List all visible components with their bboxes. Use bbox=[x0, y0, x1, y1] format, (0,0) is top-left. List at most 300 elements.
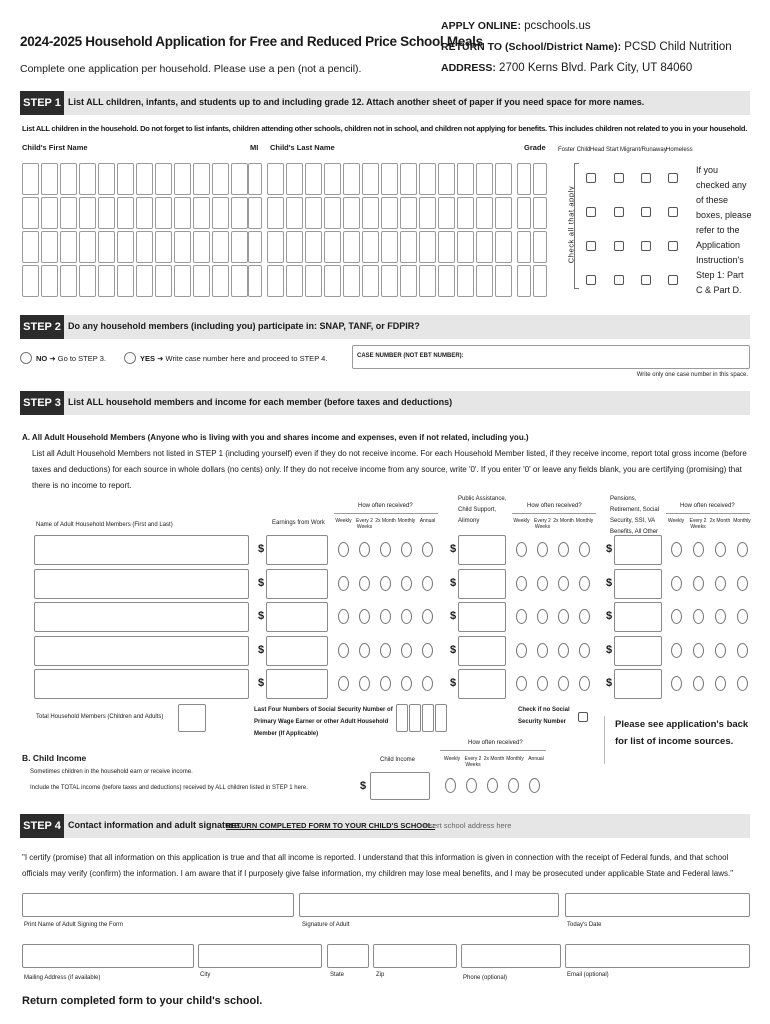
frequency-header: 2x Month bbox=[553, 518, 574, 524]
public-assistance-frequency-bubble[interactable] bbox=[558, 676, 569, 691]
last-name-cell[interactable] bbox=[362, 163, 379, 195]
pensions-frequency-bubble[interactable] bbox=[671, 609, 682, 624]
last-name-cell[interactable] bbox=[419, 231, 436, 263]
earnings-frequency-bubble[interactable] bbox=[422, 542, 433, 557]
earnings-frequency-bubble[interactable] bbox=[380, 676, 391, 691]
pensions-frequency-bubble[interactable] bbox=[737, 676, 748, 691]
signature-field[interactable] bbox=[299, 893, 559, 917]
earnings-frequency-bubble[interactable] bbox=[401, 643, 412, 658]
first-name-cell[interactable] bbox=[22, 197, 39, 229]
pensions-frequency-bubble[interactable] bbox=[693, 643, 704, 658]
pensions-field[interactable] bbox=[614, 636, 662, 666]
last-name-cell[interactable] bbox=[324, 231, 341, 263]
first-name-cell[interactable] bbox=[155, 163, 172, 195]
frequency-header: Weekly bbox=[513, 518, 530, 524]
first-name-cell[interactable] bbox=[60, 197, 77, 229]
last-name-cell[interactable] bbox=[362, 265, 379, 297]
foster-child-checkbox[interactable] bbox=[586, 275, 596, 285]
last-name-cell[interactable] bbox=[305, 231, 322, 263]
return-completed-label: RETURN COMPLETED FORM TO YOUR CHILD'S SCHOOL: bbox=[226, 821, 436, 830]
mi-cell[interactable] bbox=[248, 265, 262, 297]
city-label: City bbox=[200, 972, 211, 978]
first-name-cell[interactable] bbox=[98, 265, 115, 297]
child-income-frequency-bubble[interactable] bbox=[487, 778, 498, 793]
first-name-cell[interactable] bbox=[41, 231, 58, 263]
public-assistance-field[interactable] bbox=[458, 636, 506, 666]
first-name-cell[interactable] bbox=[98, 231, 115, 263]
frequency-header: Every 2 Weeks bbox=[464, 756, 482, 768]
last-name-cell[interactable] bbox=[438, 197, 455, 229]
first-name-cell[interactable] bbox=[117, 197, 134, 229]
public-assistance-frequency-bubble[interactable] bbox=[516, 576, 527, 591]
grade-cell[interactable] bbox=[533, 197, 547, 229]
first-name-cell[interactable] bbox=[79, 265, 96, 297]
foster-child-checkbox[interactable] bbox=[586, 241, 596, 251]
first-name-cell[interactable] bbox=[117, 163, 134, 195]
first-name-cell[interactable] bbox=[231, 197, 248, 229]
last-name-cell[interactable] bbox=[362, 197, 379, 229]
dollar-sign: $ bbox=[258, 577, 265, 589]
pensions-frequency-bubble[interactable] bbox=[715, 676, 726, 691]
public-assistance-frequency-bubble[interactable] bbox=[558, 609, 569, 624]
pensions-frequency-bubble[interactable] bbox=[693, 609, 704, 624]
last-name-cell[interactable] bbox=[286, 163, 303, 195]
adult-name-field[interactable] bbox=[34, 602, 249, 632]
first-name-cell[interactable] bbox=[22, 265, 39, 297]
last-name-cell[interactable] bbox=[362, 231, 379, 263]
adult-row bbox=[0, 669, 770, 701]
no-option bbox=[36, 354, 106, 363]
hdr-foster-child: Foster Child bbox=[558, 147, 591, 153]
partB-line2: Include the TOTAL income (before taxes and deductions) received by ALL children listed in STEP 1 here. bbox=[30, 785, 308, 791]
first-name-cell[interactable] bbox=[22, 231, 39, 263]
pensions-frequency-bubble[interactable] bbox=[693, 576, 704, 591]
pensions-frequency-bubble[interactable] bbox=[671, 643, 682, 658]
last-name-cell[interactable] bbox=[305, 265, 322, 297]
hdr-head-start: Head Start bbox=[590, 147, 619, 153]
col-earnings: Earnings from Work bbox=[272, 520, 325, 526]
no-label: NO bbox=[36, 354, 48, 363]
last-name-cell[interactable] bbox=[267, 265, 284, 297]
grade-cell[interactable] bbox=[517, 265, 531, 297]
earnings-frequency-bubble[interactable] bbox=[359, 576, 370, 591]
frequency-header: 2x Month bbox=[375, 518, 396, 524]
last-name-cell[interactable] bbox=[343, 231, 360, 263]
first-name-cell[interactable] bbox=[79, 163, 96, 195]
child-income-frequency-bubble[interactable] bbox=[466, 778, 477, 793]
last-name-cell[interactable] bbox=[400, 231, 417, 263]
last-name-cell[interactable] bbox=[495, 231, 512, 263]
pensions-frequency-bubble[interactable] bbox=[693, 542, 704, 557]
last-name-cell[interactable] bbox=[476, 265, 493, 297]
earnings-frequency-bubble[interactable] bbox=[338, 643, 349, 658]
last-name-cell[interactable] bbox=[324, 197, 341, 229]
earnings-field[interactable] bbox=[266, 602, 328, 632]
earnings-frequency-bubble[interactable] bbox=[359, 643, 370, 658]
public-assistance-frequency-bubble[interactable] bbox=[579, 643, 590, 658]
pensions-field[interactable] bbox=[614, 535, 662, 565]
public-assistance-frequency-bubble[interactable] bbox=[516, 676, 527, 691]
last-name-cell[interactable] bbox=[286, 265, 303, 297]
last-name-cell[interactable] bbox=[476, 231, 493, 263]
first-name-cell[interactable] bbox=[98, 197, 115, 229]
earnings-frequency-bubble[interactable] bbox=[338, 576, 349, 591]
pensions-frequency-bubble[interactable] bbox=[737, 576, 748, 591]
migrant-runaway-checkbox[interactable] bbox=[641, 241, 651, 251]
public-assistance-frequency-bubble[interactable] bbox=[516, 542, 527, 557]
mi-cell[interactable] bbox=[248, 197, 262, 229]
public-assistance-field[interactable] bbox=[458, 669, 506, 699]
state-field[interactable] bbox=[327, 944, 369, 968]
ssn-digit-box[interactable] bbox=[435, 704, 447, 732]
address-value: 2700 Kerns Blvd. Park City, UT 84060 bbox=[499, 62, 693, 74]
frequency-header: Monthly bbox=[397, 518, 416, 524]
first-name-cell[interactable] bbox=[117, 231, 134, 263]
last-name-cell[interactable] bbox=[381, 163, 398, 195]
first-name-cell[interactable] bbox=[174, 163, 191, 195]
first-name-cell[interactable] bbox=[174, 197, 191, 229]
pensions-frequency-bubble[interactable] bbox=[737, 542, 748, 557]
col-first-name: Child's First Name bbox=[22, 143, 88, 152]
adult-row bbox=[0, 636, 770, 668]
mi-cell[interactable] bbox=[248, 231, 262, 263]
earnings-frequency-bubble[interactable] bbox=[338, 676, 349, 691]
last-name-cell[interactable] bbox=[324, 265, 341, 297]
child-income-frequency-bubble[interactable] bbox=[508, 778, 519, 793]
hdr-migrant-runaway: Migrant/Runaway bbox=[620, 147, 667, 153]
first-name-cell[interactable] bbox=[193, 265, 210, 297]
earnings-frequency-bubble[interactable] bbox=[359, 542, 370, 557]
first-name-cell[interactable] bbox=[231, 163, 248, 195]
first-name-cell[interactable] bbox=[212, 265, 229, 297]
pensions-frequency-bubble[interactable] bbox=[671, 676, 682, 691]
pensions-frequency-bubble[interactable] bbox=[715, 576, 726, 591]
child-income-field[interactable] bbox=[370, 772, 430, 800]
last-name-cell[interactable] bbox=[267, 163, 284, 195]
first-name-cell[interactable] bbox=[193, 231, 210, 263]
child-income-frequency-bubble[interactable] bbox=[445, 778, 456, 793]
apply-online bbox=[441, 20, 591, 32]
head-start-checkbox[interactable] bbox=[614, 241, 624, 251]
earnings-frequency-bubble[interactable] bbox=[359, 676, 370, 691]
public-assistance-frequency-bubble[interactable] bbox=[537, 576, 548, 591]
earnings-field[interactable] bbox=[266, 669, 328, 699]
last-name-cell[interactable] bbox=[267, 231, 284, 263]
earnings-frequency-bubble[interactable] bbox=[401, 576, 412, 591]
total-members-label: Total Household Members (Children and Adults) bbox=[36, 714, 164, 720]
homeless-checkbox[interactable] bbox=[668, 173, 678, 183]
pensions-frequency-bubble[interactable] bbox=[671, 542, 682, 557]
dollar-sign: $ bbox=[606, 677, 613, 689]
last-name-cell[interactable] bbox=[457, 197, 474, 229]
date-field[interactable] bbox=[565, 893, 750, 917]
child-income-frequency-bubble[interactable] bbox=[529, 778, 540, 793]
last-name-cell[interactable] bbox=[324, 163, 341, 195]
foster-child-checkbox[interactable] bbox=[586, 207, 596, 217]
school-address-placeholder[interactable]: Insert school address here bbox=[423, 821, 512, 830]
city-field[interactable] bbox=[198, 944, 322, 968]
total-members-field[interactable] bbox=[178, 704, 206, 732]
first-name-cell[interactable] bbox=[136, 163, 153, 195]
head-start-checkbox[interactable] bbox=[614, 275, 624, 285]
grade-cell[interactable] bbox=[533, 163, 547, 195]
dollar-sign: $ bbox=[606, 610, 613, 622]
zip-field[interactable] bbox=[373, 944, 457, 968]
mailing-address-label: Mailing Address (if available) bbox=[24, 975, 101, 981]
step3-text: List ALL household members and income for each member (before taxes and deductions) bbox=[68, 397, 453, 407]
print-name-label: Print Name of Adult Signing the Form bbox=[24, 922, 124, 928]
earnings-frequency-bubble[interactable] bbox=[359, 609, 370, 624]
dollar-sign: $ bbox=[450, 644, 457, 656]
phone-field[interactable] bbox=[461, 944, 561, 968]
last-name-cell[interactable] bbox=[343, 197, 360, 229]
public-assistance-frequency-bubble[interactable] bbox=[537, 643, 548, 658]
first-name-cell[interactable] bbox=[79, 197, 96, 229]
col-pensions: Pensions, Retirement, Social Security, SSI, VA Benefits, All Other bbox=[610, 496, 660, 535]
earnings-frequency-bubble[interactable] bbox=[422, 576, 433, 591]
first-name-cell[interactable] bbox=[41, 163, 58, 195]
last-name-cell[interactable] bbox=[438, 265, 455, 297]
earnings-frequency-bubble[interactable] bbox=[380, 609, 391, 624]
first-name-cell[interactable] bbox=[212, 231, 229, 263]
apply-online-value[interactable]: pcschools.us bbox=[524, 20, 591, 32]
earnings-frequency-bubble[interactable] bbox=[380, 576, 391, 591]
last-name-cell[interactable] bbox=[457, 163, 474, 195]
pensions-frequency-bubble[interactable] bbox=[671, 576, 682, 591]
earnings-field[interactable] bbox=[266, 535, 328, 565]
first-name-cell[interactable] bbox=[155, 197, 172, 229]
step1-label: STEP 1 bbox=[20, 91, 64, 115]
frequency-header: Monthly bbox=[733, 518, 751, 524]
first-name-cell[interactable] bbox=[22, 163, 39, 195]
how-often-label: How often received? bbox=[358, 503, 413, 509]
frequency-header: Every 2 Weeks bbox=[534, 518, 551, 530]
public-assistance-frequency-bubble[interactable] bbox=[558, 542, 569, 557]
last-name-cell[interactable] bbox=[286, 231, 303, 263]
first-name-cell[interactable] bbox=[155, 265, 172, 297]
pensions-frequency-bubble[interactable] bbox=[715, 609, 726, 624]
frequency-header: Annual bbox=[528, 756, 544, 762]
public-assistance-field[interactable] bbox=[458, 602, 506, 632]
grade-cell[interactable] bbox=[533, 231, 547, 263]
foster-child-checkbox[interactable] bbox=[586, 173, 596, 183]
child-row bbox=[0, 197, 770, 229]
earnings-frequency-bubble[interactable] bbox=[401, 542, 412, 557]
return-to-value: PCSD Child Nutrition bbox=[624, 41, 732, 53]
frequency-header: Monthly bbox=[575, 518, 594, 524]
case-number-label: CASE NUMBER (NOT EBT NUMBER): bbox=[357, 353, 464, 359]
col-mi: MI bbox=[250, 143, 259, 152]
first-name-cell[interactable] bbox=[193, 163, 210, 195]
grade-cell[interactable] bbox=[533, 265, 547, 297]
public-assistance-frequency-bubble[interactable] bbox=[516, 643, 527, 658]
dollar-sign: $ bbox=[258, 677, 265, 689]
first-name-cell[interactable] bbox=[41, 197, 58, 229]
last-name-cell[interactable] bbox=[438, 163, 455, 195]
last-name-cell[interactable] bbox=[343, 163, 360, 195]
last-name-cell[interactable] bbox=[457, 265, 474, 297]
homeless-checkbox[interactable] bbox=[668, 241, 678, 251]
first-name-cell[interactable] bbox=[155, 231, 172, 263]
last-name-cell[interactable] bbox=[381, 197, 398, 229]
ssn-digit-box[interactable] bbox=[409, 704, 421, 732]
first-name-cell[interactable] bbox=[79, 231, 96, 263]
public-assistance-frequency-bubble[interactable] bbox=[579, 542, 590, 557]
public-assistance-frequency-bubble[interactable] bbox=[537, 542, 548, 557]
public-assistance-field[interactable] bbox=[458, 569, 506, 599]
no-ssn-checkbox[interactable] bbox=[578, 712, 588, 722]
dollar-sign: $ bbox=[606, 543, 613, 555]
first-name-cell[interactable] bbox=[60, 231, 77, 263]
first-name-cell[interactable] bbox=[136, 197, 153, 229]
frequency-header: 2x Month bbox=[709, 518, 731, 524]
child-income-label: Child Income bbox=[380, 757, 416, 763]
last-name-cell[interactable] bbox=[381, 231, 398, 263]
last-name-cell[interactable] bbox=[457, 231, 474, 263]
last-name-cell[interactable] bbox=[286, 197, 303, 229]
public-assistance-frequency-bubble[interactable] bbox=[537, 676, 548, 691]
pensions-frequency-bubble[interactable] bbox=[737, 609, 748, 624]
first-name-cell[interactable] bbox=[60, 265, 77, 297]
apply-online-label: APPLY ONLINE: bbox=[441, 20, 521, 32]
col-public-assistance: Public Assistance, Child Support, Alimony bbox=[458, 496, 507, 524]
public-assistance-frequency-bubble[interactable] bbox=[537, 609, 548, 624]
last-name-cell[interactable] bbox=[476, 197, 493, 229]
pensions-frequency-bubble[interactable] bbox=[693, 676, 704, 691]
earnings-field[interactable] bbox=[266, 636, 328, 666]
signature-label: Signature of Adult bbox=[302, 922, 350, 928]
yes-radio[interactable] bbox=[124, 352, 136, 364]
first-name-cell[interactable] bbox=[193, 197, 210, 229]
head-start-checkbox[interactable] bbox=[614, 207, 624, 217]
pensions-frequency-bubble[interactable] bbox=[715, 542, 726, 557]
first-name-cell[interactable] bbox=[212, 197, 229, 229]
last-name-cell[interactable] bbox=[267, 197, 284, 229]
pensions-frequency-bubble[interactable] bbox=[737, 643, 748, 658]
earnings-field[interactable] bbox=[266, 569, 328, 599]
arrow-right-icon: ➜ bbox=[49, 354, 56, 363]
last-name-cell[interactable] bbox=[495, 265, 512, 297]
pensions-frequency-bubble[interactable] bbox=[715, 643, 726, 658]
head-start-checkbox[interactable] bbox=[614, 173, 624, 183]
homeless-checkbox[interactable] bbox=[668, 275, 678, 285]
last-name-cell[interactable] bbox=[400, 197, 417, 229]
email-field[interactable] bbox=[565, 944, 750, 968]
case-number-field[interactable] bbox=[352, 345, 750, 369]
earnings-frequency-bubble[interactable] bbox=[422, 609, 433, 624]
adult-row bbox=[0, 535, 770, 567]
print-name-field[interactable] bbox=[22, 893, 294, 917]
public-assistance-frequency-bubble[interactable] bbox=[579, 676, 590, 691]
earnings-frequency-bubble[interactable] bbox=[380, 643, 391, 658]
first-name-cell[interactable] bbox=[174, 231, 191, 263]
last-name-cell[interactable] bbox=[495, 197, 512, 229]
ssn-digit-box[interactable] bbox=[396, 704, 408, 732]
public-assistance-frequency-bubble[interactable] bbox=[558, 643, 569, 658]
no-radio[interactable] bbox=[20, 352, 32, 364]
first-name-cell[interactable] bbox=[117, 265, 134, 297]
step4-bar bbox=[20, 814, 750, 838]
frequency-header: Weekly bbox=[443, 756, 461, 762]
form-subtitle: Complete one application per household. Please use a pen (not a pencil). bbox=[20, 63, 362, 75]
earnings-frequency-bubble[interactable] bbox=[380, 542, 391, 557]
last-name-cell[interactable] bbox=[476, 163, 493, 195]
grade-cell[interactable] bbox=[517, 197, 531, 229]
adult-name-field[interactable] bbox=[34, 669, 249, 699]
last-name-cell[interactable] bbox=[419, 265, 436, 297]
frequency-header: Weekly bbox=[667, 518, 685, 524]
first-name-cell[interactable] bbox=[41, 265, 58, 297]
mailing-address-field[interactable] bbox=[22, 944, 194, 968]
step2-bar bbox=[20, 315, 750, 339]
adult-name-field[interactable] bbox=[34, 569, 249, 599]
last-name-cell[interactable] bbox=[400, 265, 417, 297]
dollar-sign: $ bbox=[606, 644, 613, 656]
hdr-homeless: Homeless bbox=[666, 147, 693, 153]
first-name-cell[interactable] bbox=[212, 163, 229, 195]
pensions-field[interactable] bbox=[614, 569, 662, 599]
first-name-cell[interactable] bbox=[136, 265, 153, 297]
ssn-digit-box[interactable] bbox=[422, 704, 434, 732]
first-name-cell[interactable] bbox=[174, 265, 191, 297]
public-assistance-frequency-bubble[interactable] bbox=[579, 576, 590, 591]
address-label: ADDRESS: bbox=[441, 62, 496, 74]
last-name-cell[interactable] bbox=[381, 265, 398, 297]
earnings-frequency-bubble[interactable] bbox=[401, 609, 412, 624]
earnings-frequency-bubble[interactable] bbox=[422, 643, 433, 658]
last-name-cell[interactable] bbox=[419, 197, 436, 229]
earnings-frequency-bubble[interactable] bbox=[338, 542, 349, 557]
last-name-cell[interactable] bbox=[495, 163, 512, 195]
child-row bbox=[0, 163, 770, 195]
homeless-checkbox[interactable] bbox=[668, 207, 678, 217]
public-assistance-frequency-bubble[interactable] bbox=[516, 609, 527, 624]
last-name-cell[interactable] bbox=[400, 163, 417, 195]
dollar-sign: $ bbox=[258, 610, 265, 622]
last-name-cell[interactable] bbox=[305, 163, 322, 195]
last-name-cell[interactable] bbox=[305, 197, 322, 229]
step1-text: List ALL children, infants, and students up to and including grade 12. Attach another sheet of paper if you need space for more names. bbox=[68, 97, 645, 107]
footer-note: Return completed form to your child's school. bbox=[22, 995, 263, 1007]
first-name-cell[interactable] bbox=[231, 265, 248, 297]
first-name-cell[interactable] bbox=[231, 231, 248, 263]
adult-name-field[interactable] bbox=[34, 636, 249, 666]
public-assistance-field[interactable] bbox=[458, 535, 506, 565]
last-name-cell[interactable] bbox=[438, 231, 455, 263]
grade-cell[interactable] bbox=[517, 231, 531, 263]
last-name-cell[interactable] bbox=[343, 265, 360, 297]
earnings-frequency-bubble[interactable] bbox=[422, 676, 433, 691]
migrant-runaway-checkbox[interactable] bbox=[641, 173, 651, 183]
public-assistance-frequency-bubble[interactable] bbox=[579, 609, 590, 624]
earnings-frequency-bubble[interactable] bbox=[338, 609, 349, 624]
first-name-cell[interactable] bbox=[136, 231, 153, 263]
migrant-runaway-checkbox[interactable] bbox=[641, 207, 651, 217]
pensions-field[interactable] bbox=[614, 602, 662, 632]
migrant-runaway-checkbox[interactable] bbox=[641, 275, 651, 285]
first-name-cell[interactable] bbox=[98, 163, 115, 195]
earnings-frequency-bubble[interactable] bbox=[401, 676, 412, 691]
how-often-label: How often received? bbox=[527, 503, 582, 509]
mi-cell[interactable] bbox=[248, 163, 262, 195]
public-assistance-frequency-bubble[interactable] bbox=[558, 576, 569, 591]
grade-cell[interactable] bbox=[517, 163, 531, 195]
adult-name-field[interactable] bbox=[34, 535, 249, 565]
first-name-cell[interactable] bbox=[60, 163, 77, 195]
pensions-field[interactable] bbox=[614, 669, 662, 699]
last-name-cell[interactable] bbox=[419, 163, 436, 195]
freq-divider bbox=[334, 513, 438, 514]
